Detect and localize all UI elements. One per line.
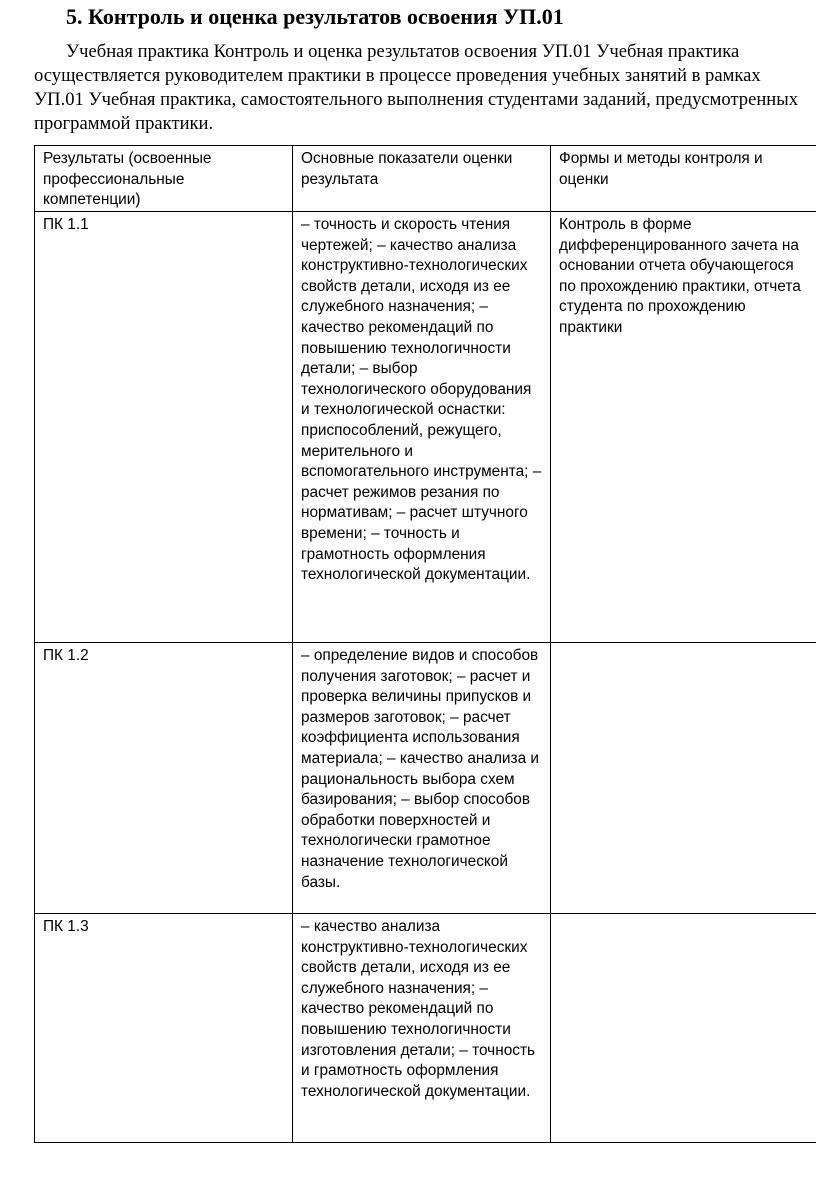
header-control [551, 146, 816, 212]
cell-result [35, 643, 293, 914]
control-text: Контроль в форме дифференцированного зачета на основании отчета обучающегося по прохождению практики, отчета студента по прохождению практики [559, 216, 801, 336]
header-results [35, 146, 293, 212]
header-results-text: Результаты (освоенные профессиональные компетенции) [43, 150, 212, 209]
cell-control [551, 212, 816, 643]
section-heading: 5. Контроль и оценка результатов освоения УП.01 [66, 4, 564, 29]
header-indicators-text: Основные показатели оценки результата [301, 150, 513, 188]
indicators-text: – точность и скорость чтения чертежей; – качество анализа конструктивно-технологических свойств детали, исходя из ее служебного назначения; – качество рекомендаций по повышению технологичности детали; – выбор технологического оборудования и технологической оснастки: приспособлений, режущего, мерительного и вспомогательного инструмента; – расчет режимов резания по нормативам; – расчет штучного времени; – точность и грамотность оформления технологической документации. [301, 216, 542, 584]
indicators-text: – определение видов и способов получения заготовок; – расчет и проверка величины припусков и размеров заготовок; – расчет коэффициента использования материала; – качество анализа и рациональность выбора схем базирования; – выбор способов обработки поверхностей и технологически грамотное назначение технологической базы. [301, 647, 540, 891]
cell-control [551, 914, 816, 1143]
cell-control [551, 643, 816, 914]
assessment-table [34, 145, 816, 1143]
result-code: ПК 1.2 [43, 647, 89, 664]
header-control-text: Формы и методы контроля и оценки [559, 150, 763, 188]
cell-result [35, 212, 293, 643]
indicators-text: – качество анализа конструктивно-технологических свойств детали, исходя из ее служебного назначения; – качество рекомендаций по повышению технологичности изготовления детали; – точность и грамотность оформления технологической документации. [301, 918, 536, 1100]
table-header-row [35, 146, 816, 212]
header-indicators [293, 146, 551, 212]
table-row [35, 914, 816, 1143]
intro-paragraph: Учебная практика Контроль и оценка результатов освоения УП.01 Учебная практика осуществляется руководителем практики в процессе проведения учебных занятий в рамках УП.01 Учебная практика, самостоятельного выполнения студентами заданий, предусмотренных программой практики. [34, 41, 799, 134]
table-row [35, 643, 816, 914]
cell-indicators [293, 212, 551, 643]
cell-result [35, 914, 293, 1143]
cell-indicators [293, 914, 551, 1143]
result-code: ПК 1.1 [43, 216, 89, 233]
result-code: ПК 1.3 [43, 918, 89, 935]
table-row [35, 212, 816, 643]
cell-indicators [293, 643, 551, 914]
